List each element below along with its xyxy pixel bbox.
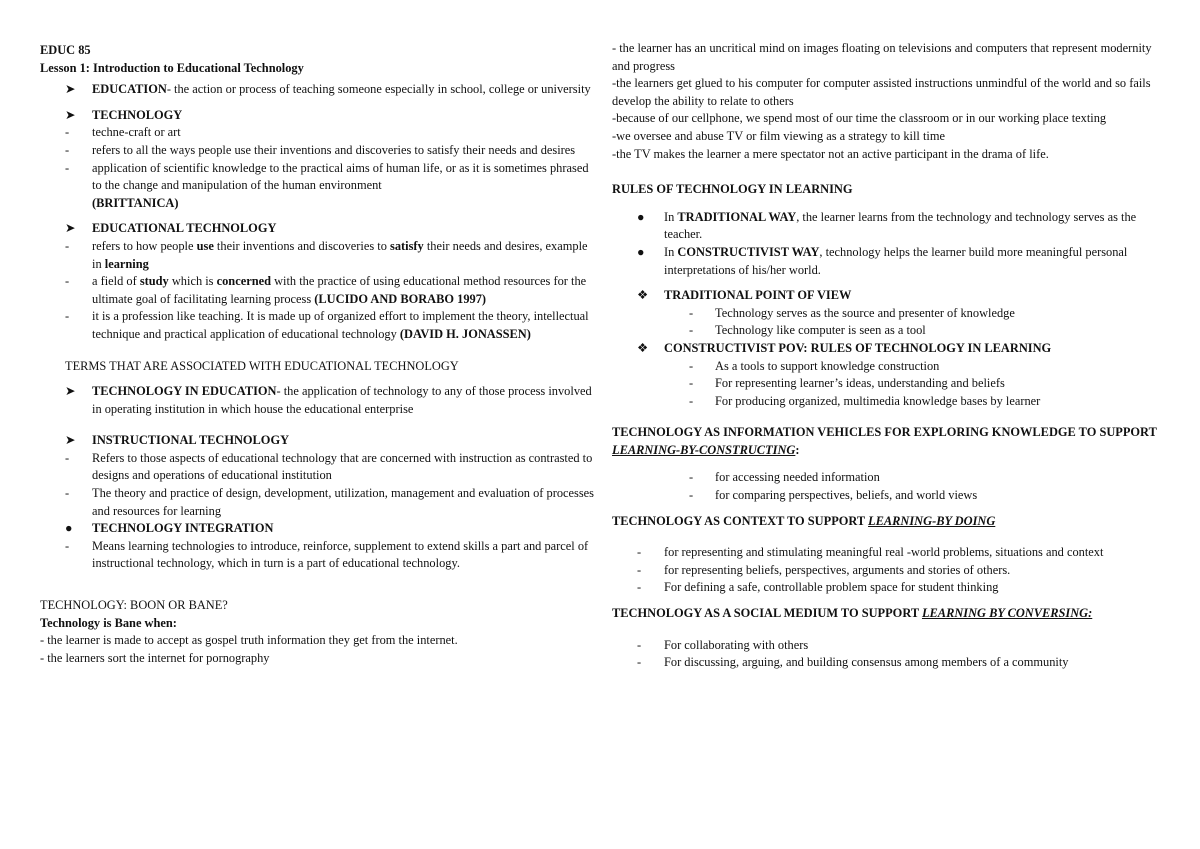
vehicles-heading — [612, 424, 1162, 459]
list-item-text: for representing beliefs, perspectives, arguments and stories of others. — [664, 562, 1011, 577]
list-item: - for accessing needed information — [689, 470, 880, 485]
text-run: it is a profession like teaching. It is made up of organized effort to implement the theory, intellectual technique and practical application of educational technology — [92, 309, 589, 341]
bane-line: -we oversee and abuse TV or film viewing as a strategy to kill time — [612, 128, 945, 143]
arrow-bullet-icon: ➤ — [65, 107, 76, 122]
text-run: , the learner learns from the technology and technology serves as the teacher. — [664, 209, 1137, 242]
list-item-text: The theory and practice of design, development, utilization, management and evaluation of processes and resources for learning — [92, 486, 594, 518]
lesson-title: Lesson 1: Introduction to Educational Technology — [40, 60, 304, 75]
section-heading-emphasis: LEARNING BY CONVERSING: — [921, 606, 1093, 621]
edtech-term: EDUCATIONAL TECHNOLOGY — [92, 221, 277, 236]
text-run-bold: TRADITIONAL WAY — [677, 209, 797, 224]
list-item: - it is a profession like teaching. It is made up of organized effort to implement the theory, intellectual technique and practical application of educational technology (DAVID H. JONASSEN) — [65, 309, 589, 341]
technology-term: TECHNOLOGY — [92, 107, 183, 122]
ti-term: TECHNOLOGY INTEGRATION — [92, 521, 274, 536]
bane-line: - the learners sort the internet for pornography — [40, 650, 270, 665]
text-run: a field of — [92, 274, 140, 289]
rule-item — [612, 244, 1162, 279]
bane-line: - the learner is made to accept as gospel truth information they get from the internet. — [40, 633, 458, 648]
text-run: their needs and desires, example in — [92, 238, 588, 271]
list-item-text: As a tools to support knowledge construction — [715, 358, 940, 373]
text-run-bold: study — [139, 274, 169, 289]
bane-line: -the TV makes the learner a mere spectator not an active participant in the drama of life. — [612, 146, 1049, 161]
list-item-text: Technology like computer is seen as a tool — [715, 323, 926, 338]
bane-line: -the learners get glued to his computer for computer assisted instructions unmindful of the world and so fails develop the ability to relate to others — [612, 76, 1151, 108]
text-run: In — [664, 244, 678, 259]
cons-heading — [612, 340, 1162, 358]
text-run: with the practice of using educational method resources for the ultimate goal of facilitating learning process — [92, 274, 587, 306]
list-item: - For discussing, arguing, and building consensus among members of a community — [637, 655, 1069, 670]
list-item: - application of scientific knowledge to the practical aims of human life, or as it is sometimes phrased to the change and manipulation of the human environment (BRITTANICA) — [65, 160, 589, 210]
list-item: - Technology serves as the source and presenter of knowledge — [689, 305, 1015, 320]
bullet-dot-icon: ● — [637, 244, 645, 259]
section-heading-emphasis: LEARNING-BY-CONSTRUCTING — [612, 442, 796, 457]
citation: (DAVID H. JONASSEN) — [399, 326, 531, 341]
course-code: EDUC 85 — [40, 43, 91, 57]
list-item-text: For collaborating with others — [664, 637, 809, 652]
technology-heading — [40, 107, 595, 125]
section-heading: TERMS THAT ARE ASSOCIATED WITH EDUCATIONAL TECHNOLOGY — [65, 358, 459, 373]
text-run-bold: learning — [104, 256, 149, 271]
list-item-text: for representing and stimulating meaningful real -world problems, situations and context — [664, 545, 1104, 560]
rules-heading: RULES OF TECHNOLOGY IN LEARNING — [612, 182, 853, 197]
list-item-text: for comparing perspectives, beliefs, and world views — [715, 488, 978, 503]
diamond-bullet-icon: ❖ — [637, 288, 649, 303]
terms-heading — [40, 358, 595, 376]
list-item: - Refers to those aspects of educational technology that are concerned with instruction as contrasted to designs and operations of educational institution — [65, 450, 593, 483]
list-item: - For collaborating with others — [637, 637, 809, 652]
arrow-bullet-icon: ➤ — [65, 384, 76, 399]
list-item-text: Means learning technologies to introduce, reinforce, supplement to extend skills a part and parcel of instructional technology, which in turn is a part of educational technology. — [92, 538, 589, 571]
list-item-text: Technology serves as the source and presenter of knowledge — [715, 305, 1015, 320]
text-run-bold: satisfy — [390, 238, 424, 253]
list-item: - As a tools to support knowledge construction — [689, 358, 940, 373]
list-item-text: refers to all the ways people use their inventions and discoveries to satisfy their needs and desires — [92, 142, 576, 157]
list-item: - a field of study which is concerned with the practice of using educational method resources for the ultimate goal of facilitating learning process (LUCIDO AND BORABO 1997) — [65, 274, 587, 306]
section-heading: TECHNOLOGY AS A SOCIAL MEDIUM TO SUPPORT — [612, 606, 922, 621]
bullet-dot-icon: ● — [637, 209, 645, 224]
education-entry — [40, 81, 595, 99]
right-column — [612, 40, 1162, 672]
list-item-text: For defining a safe, controllable problem space for student thinking — [664, 580, 999, 595]
bane-line: -because of our cellphone, we spend most of our time the classroom or in our working place texting — [612, 111, 1107, 126]
section-heading: : — [795, 442, 800, 457]
arrow-bullet-icon: ➤ — [65, 82, 76, 97]
list-item: - refers to how people use their inventions and discoveries to satisfy their needs and desires, example in learning — [65, 238, 588, 271]
list-item: - The theory and practice of design, development, utilization, management and evaluation of processes and resources for learning — [65, 486, 594, 518]
rule-item — [612, 209, 1162, 244]
ti-heading — [40, 520, 595, 538]
list-item: - for comparing perspectives, beliefs, and world views — [689, 488, 978, 503]
list-item: - Means learning technologies to introduce, reinforce, supplement to extend skills a part and parcel of instructional technology, which in turn is a part of educational technology. — [65, 538, 589, 571]
list-item-text: For producing organized, multimedia knowledge bases by learner — [715, 393, 1041, 408]
boon-bane-heading: TECHNOLOGY: BOON OR BANE? — [40, 598, 228, 613]
arrow-bullet-icon: ➤ — [65, 433, 76, 448]
list-item: - techne-craft or art — [65, 125, 181, 140]
section-heading: TECHNOLOGY AS INFORMATION VEHICLES FOR EXPLORING KNOWLEDGE TO SUPPORT — [612, 425, 1157, 440]
list-item: - For representing learner’s ideas, understanding and beliefs — [689, 376, 1005, 391]
text-run-bold: concerned — [216, 274, 271, 289]
trad-heading — [612, 287, 1162, 305]
list-item-text: Refers to those aspects of educational technology that are concerned with instruction as contrasted to designs and operations of educational institution — [92, 450, 593, 483]
social-heading — [612, 605, 1162, 623]
text-run-bold: CONSTRUCTIVIST WAY — [677, 244, 820, 259]
list-item-text: For discussing, arguing, and building consensus among members of a community — [664, 655, 1069, 670]
citation: (LUCIDO AND BORABO 1997) — [314, 291, 487, 306]
list-item-text: for accessing needed information — [715, 470, 880, 485]
text-run: In — [664, 209, 678, 224]
bane-subheading: Technology is Bane when: — [40, 615, 177, 630]
tie-term: TECHNOLOGY IN EDUCATION — [92, 384, 277, 399]
list-item: - For producing organized, multimedia knowledge bases by learner — [689, 393, 1041, 408]
section-heading-emphasis: LEARNING-BY DOING — [868, 513, 996, 528]
context-heading — [612, 513, 1162, 531]
education-definition: - the action or process of teaching someone especially in school, college or university — [166, 82, 591, 97]
list-item-text: techne-craft or art — [92, 125, 181, 140]
edtech-heading — [40, 220, 595, 238]
text-run-bold: use — [196, 238, 214, 253]
bane-line: - the learner has an uncritical mind on images floating on televisions and computers that represent modernity and progress — [612, 41, 1152, 73]
section-heading: CONSTRUCTIVIST POV: RULES OF TECHNOLOGY IN LEARNING — [664, 340, 1052, 355]
text-run: , technology helps the learner build more meaningful personal interpretations of his/her world. — [664, 244, 1128, 277]
list-item: - for representing beliefs, perspectives, arguments and stories of others. — [637, 562, 1011, 577]
tie-entry — [40, 383, 595, 418]
list-item-text: For representing learner’s ideas, understanding and beliefs — [715, 376, 1005, 391]
text-run: their inventions and discoveries to — [213, 238, 391, 253]
education-term: EDUCATION — [92, 82, 167, 97]
left-column — [40, 42, 595, 667]
section-heading: TECHNOLOGY AS CONTEXT TO SUPPORT — [612, 513, 869, 528]
it-term: INSTRUCTIONAL TECHNOLOGY — [92, 433, 290, 448]
arrow-bullet-icon: ➤ — [65, 221, 76, 236]
text-run: which is — [168, 274, 217, 289]
tie-definition: - the application of technology to any of those process involved in operating institution in which house the educational enterprise — [92, 384, 592, 416]
bullet-dot-icon: ● — [65, 521, 73, 536]
text-run: refers to how people — [92, 238, 197, 253]
diamond-bullet-icon: ❖ — [637, 340, 649, 355]
list-item-text: application of scientific knowledge to the practical aims of human life, or as it is sometimes phrased to the change and manipulation of the human environment — [92, 160, 589, 193]
section-heading: TRADITIONAL POINT OF VIEW — [664, 288, 852, 303]
list-item: - for representing and stimulating meaningful real -world problems, situations and context — [637, 545, 1104, 560]
list-item: - Technology like computer is seen as a tool — [689, 323, 926, 338]
list-item: - refers to all the ways people use their inventions and discoveries to satisfy their needs and desires — [65, 142, 576, 157]
list-item: - For defining a safe, controllable problem space for student thinking — [637, 580, 999, 595]
it-heading — [40, 432, 595, 450]
citation: (BRITTANICA) — [92, 195, 179, 210]
